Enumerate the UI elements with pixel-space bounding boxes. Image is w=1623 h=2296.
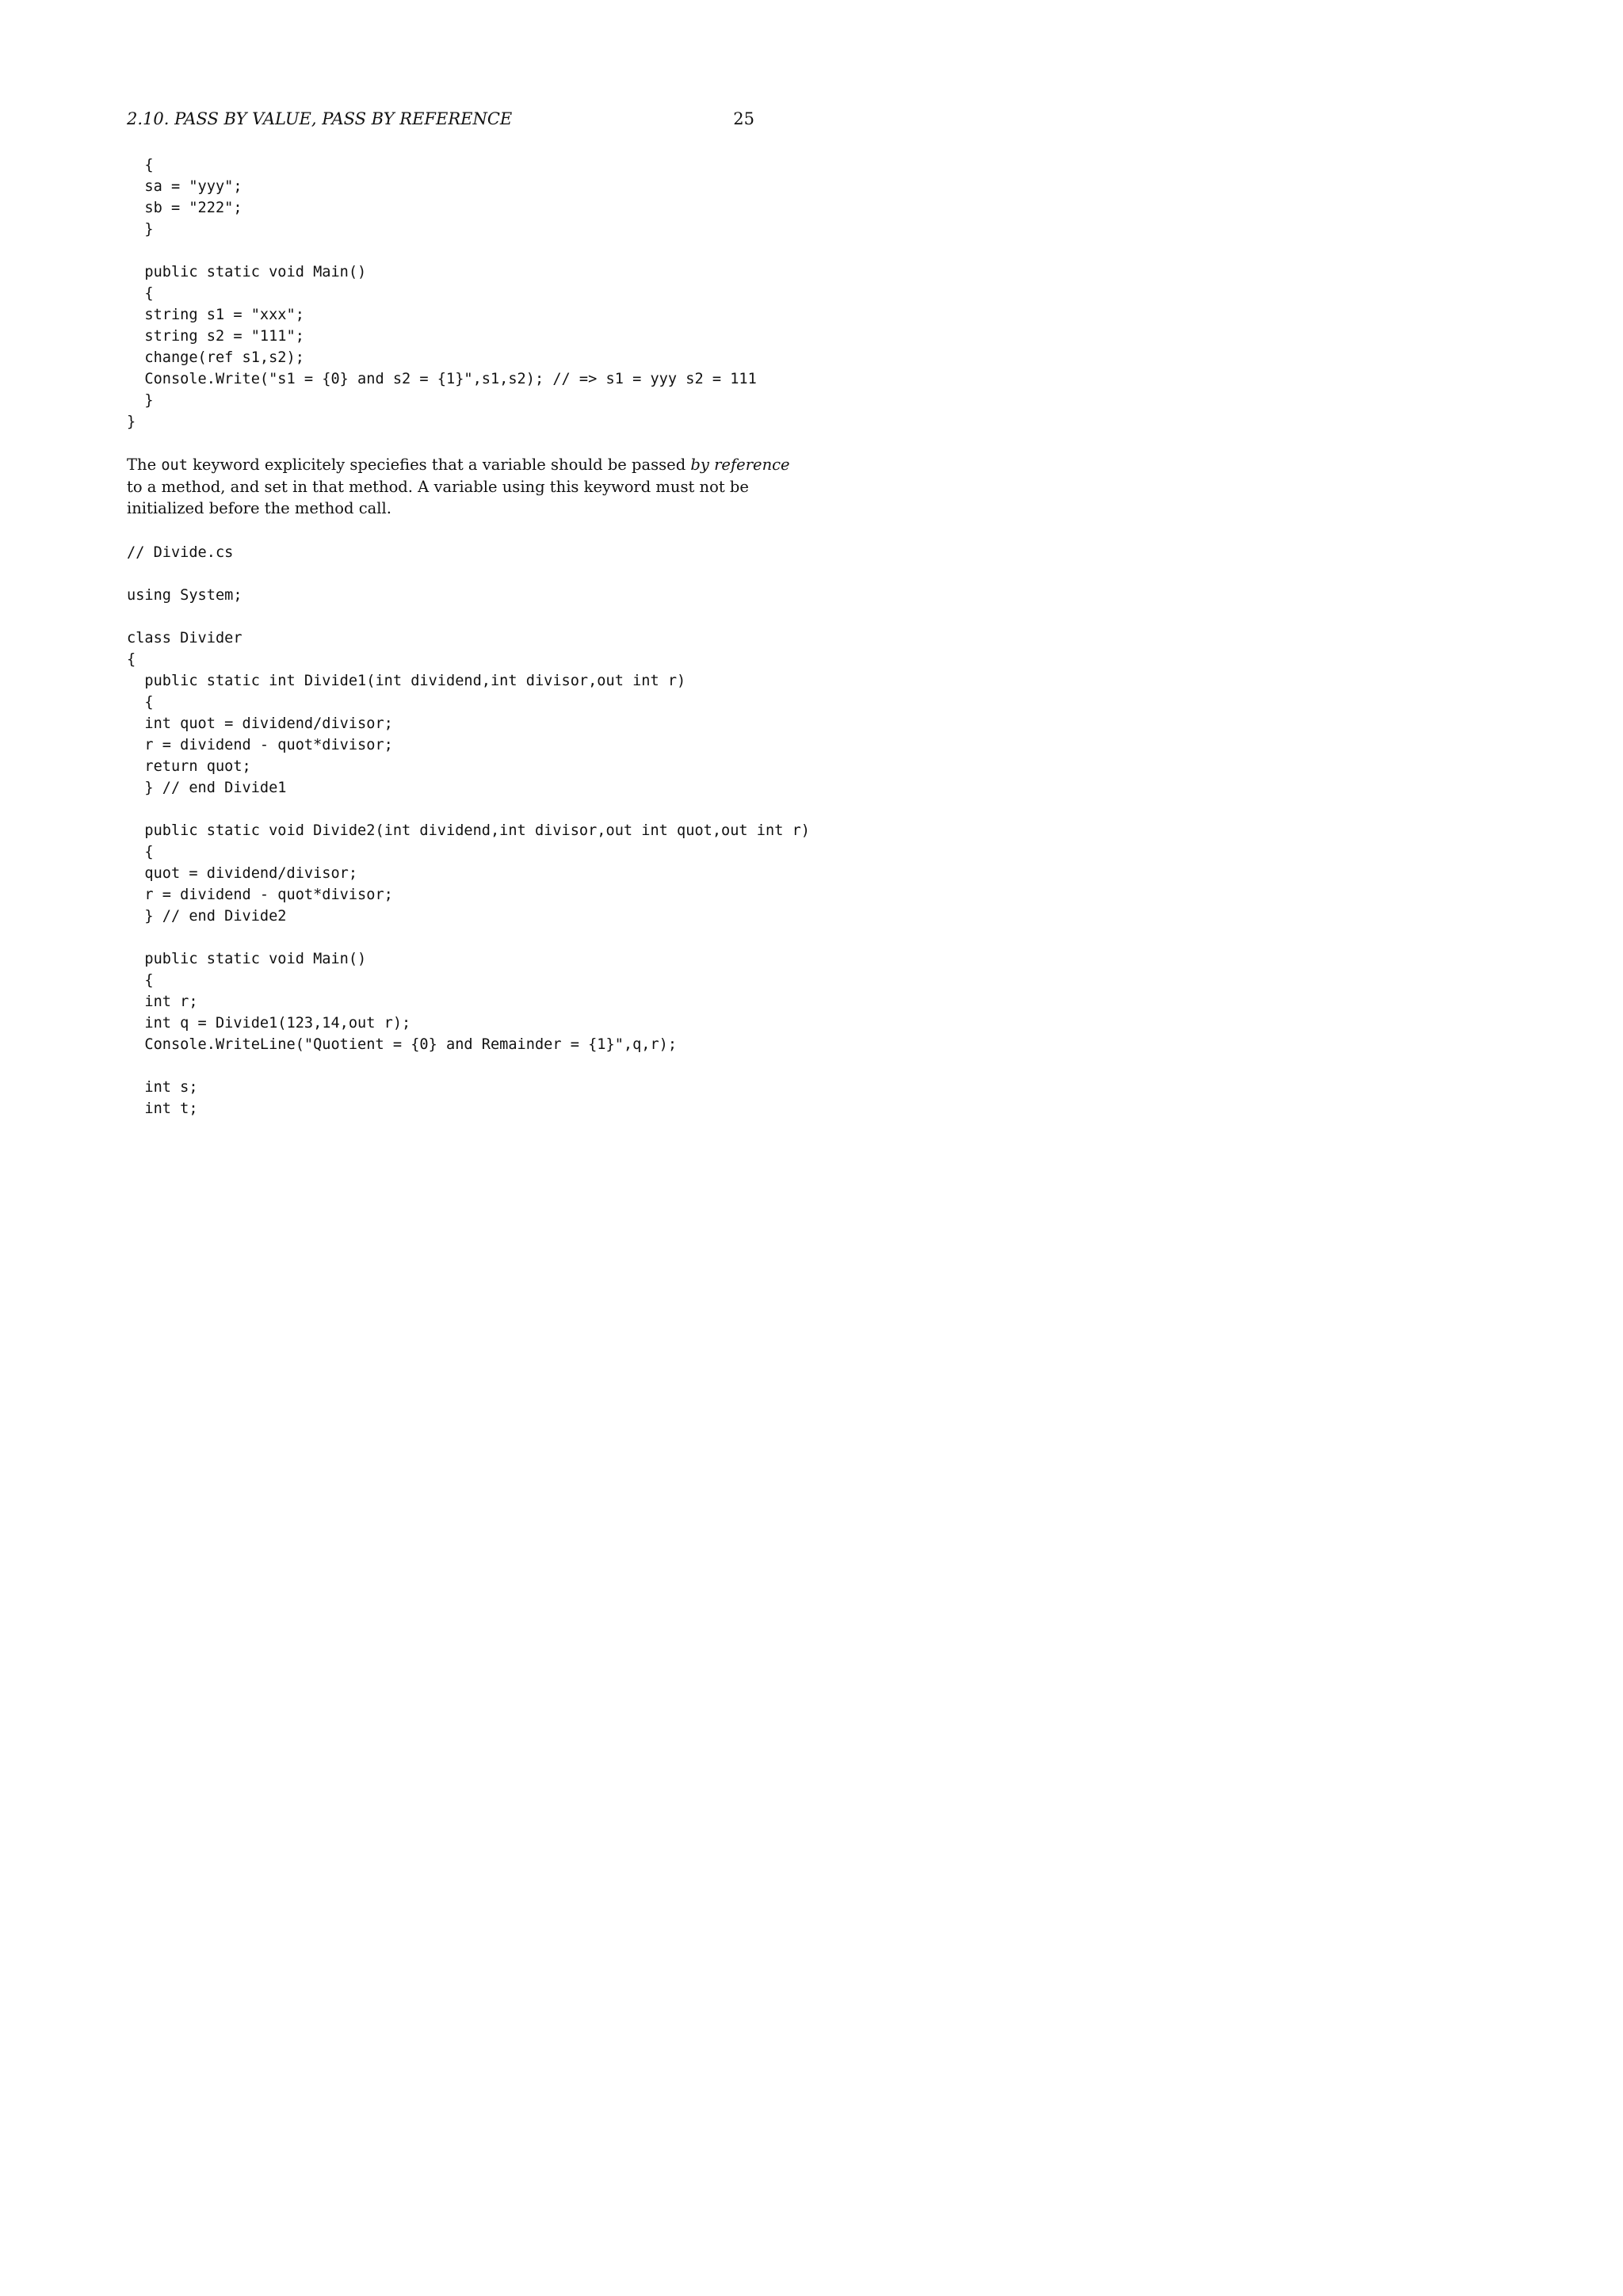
code-line: int s; xyxy=(127,1079,198,1096)
code-line: quot = dividend/divisor; xyxy=(127,865,358,882)
code-line: string s1 = "xxx"; xyxy=(127,307,304,323)
paragraph-line xyxy=(127,454,790,476)
code-line: sb = "222"; xyxy=(127,200,242,216)
code-line: int quot = dividend/divisor; xyxy=(127,715,393,732)
code-line: { xyxy=(127,694,154,711)
code-block-change-main xyxy=(127,154,757,433)
code-line: } // end Divide2 xyxy=(127,908,287,925)
code-line: class Divider xyxy=(127,630,242,646)
code-line: public static void Main() xyxy=(127,264,367,280)
code-line: int t; xyxy=(127,1100,198,1117)
code-line: } xyxy=(127,221,154,238)
code-line: Console.WriteLine("Quotient = {0} and Remainder = {1}",q,r); xyxy=(127,1036,678,1053)
paragraph-line: to a method, and set in that method. A variable using this keyword must not be xyxy=(127,478,749,496)
code-line: using System; xyxy=(127,587,242,604)
code-line: change(ref s1,s2); xyxy=(127,349,304,366)
code-block-divide xyxy=(127,542,810,1119)
emphasis-by-reference: by reference xyxy=(690,456,790,474)
paragraph-text: The xyxy=(127,456,162,474)
code-line: { xyxy=(127,972,154,989)
paragraph-text: keyword explicitely speciefies that a variable should be passed xyxy=(187,456,691,474)
code-line: { xyxy=(127,844,154,860)
code-line: sa = "yyy"; xyxy=(127,178,242,195)
code-line: public static int Divide1(int dividend,int divisor,out int r) xyxy=(127,673,686,689)
code-line: Console.Write("s1 = {0} and s2 = {1}",s1,s2); // => s1 = yyy s2 = 111 xyxy=(127,371,757,387)
code-line: { xyxy=(127,651,136,668)
page-number: 25 xyxy=(733,109,754,128)
code-line: string s2 = "111"; xyxy=(127,328,304,345)
code-line: { xyxy=(127,157,154,174)
running-header xyxy=(127,108,754,130)
code-line: r = dividend - quot*divisor; xyxy=(127,737,393,753)
document-page xyxy=(0,0,875,1238)
code-line: r = dividend - quot*divisor; xyxy=(127,887,393,903)
body-paragraph xyxy=(127,454,790,519)
code-line: } // end Divide1 xyxy=(127,780,287,796)
code-line: return quot; xyxy=(127,758,251,775)
code-line: public static void Divide2(int dividend,int divisor,out int quot,out int r) xyxy=(127,822,810,839)
section-title: 2.10. PASS BY VALUE, PASS BY REFERENCE xyxy=(127,109,513,128)
code-line: int r; xyxy=(127,994,198,1010)
code-line: public static void Main() xyxy=(127,951,367,967)
code-line: int q = Divide1(123,14,out r); xyxy=(127,1015,411,1032)
code-line: } xyxy=(127,414,136,430)
inline-code-out: out xyxy=(161,457,188,474)
code-line: // Divide.cs xyxy=(127,544,234,561)
paragraph-line: initialized before the method call. xyxy=(127,499,391,517)
code-line: { xyxy=(127,285,154,302)
code-line: } xyxy=(127,392,154,409)
